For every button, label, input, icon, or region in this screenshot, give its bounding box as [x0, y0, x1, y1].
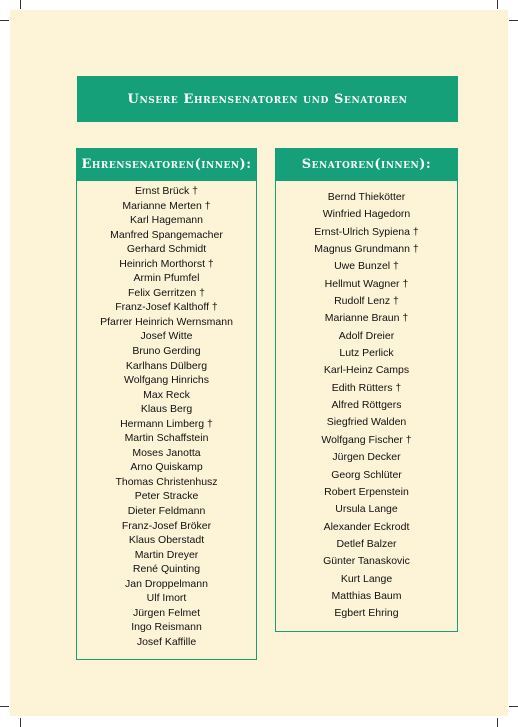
ehrensenator-name: Bruno Gerding: [132, 345, 201, 358]
crop-mark: [0, 20, 9, 21]
senator-name: Winfried Hagedorn: [322, 208, 411, 221]
senator-name: Jürgen Decker: [332, 451, 401, 464]
senator-name: Ernst-Ulrich Sypiena †: [314, 225, 419, 238]
senator-name: Kurt Lange: [340, 572, 393, 585]
ehrensenator-name: Thomas Christenhusz: [115, 475, 218, 488]
ehrensenator-name: Martin Schaffstein: [124, 432, 209, 445]
ehrensenator-name: Ernst Brück †: [134, 185, 199, 197]
page-title: Unsere Ehrensenatoren und Senatoren: [77, 76, 458, 122]
crop-mark: [20, 0, 21, 9]
senator-name: Edith Rütters †: [331, 381, 402, 394]
ehrensenator-name: Peter Stracke: [134, 490, 199, 503]
senator-name: Georg Schlüter: [331, 468, 402, 481]
senator-name: Magnus Grundmann †: [314, 243, 419, 256]
crop-mark: [509, 706, 518, 707]
document-page: [10, 10, 508, 716]
ehrensenator-name: Ingo Reismann: [131, 621, 202, 634]
ehrensenator-name: Arno Quiskamp: [130, 461, 203, 474]
ehrensenator-name: Wolfgang Hinrichs: [123, 374, 209, 387]
ehrensenator-name: Felix Gerritzen †: [127, 286, 206, 299]
ehrensenator-name: Moses Janotta: [132, 446, 201, 459]
crop-mark: [509, 20, 518, 21]
senator-name: Günter Tanaskovic: [323, 555, 410, 568]
crop-mark: [0, 706, 9, 707]
senator-name: Matthias Baum: [331, 589, 402, 602]
senator-name: Robert Erpenstein: [324, 485, 409, 498]
ehrensenator-name: Gerhard Schmidt: [126, 243, 207, 256]
senator-name: Alexander Eckrodt: [323, 520, 410, 533]
ehrensenator-name: Max Reck: [143, 388, 190, 401]
senator-name: Egbert Ehring: [334, 607, 399, 620]
ehrensenator-name: Armin Pfumfel: [133, 272, 200, 285]
senator-name: Bernd Thiekötter: [327, 191, 406, 203]
ehrensenator-name: Marianne Merten †: [122, 199, 211, 212]
ehrensenator-name: Jürgen Felmet: [132, 606, 201, 619]
crop-mark: [497, 718, 498, 727]
senator-name: Alfred Röttgers: [331, 399, 402, 412]
ehrensenator-name: Hermann Limberg †: [120, 417, 213, 430]
senator-name: Rudolf Lenz †: [334, 295, 399, 308]
ehrensenator-name: Josef Witte: [140, 330, 193, 343]
senatoren-heading: Senatoren(innen):: [275, 148, 458, 180]
senator-name: Marianne Braun †: [324, 312, 409, 325]
ehrensenator-name: Franz-Josef Kalthoff †: [115, 301, 218, 314]
ehrensenator-name: Ulf Imort: [146, 592, 187, 605]
ehrensenator-name: Jan Droppelmann: [125, 577, 208, 590]
ehrensenator-name: Pfarrer Heinrich Wernsmann: [100, 315, 233, 328]
ehrensenator-name: Manfred Spangemacher: [110, 228, 223, 241]
ehrensenator-name: Klaus Oberstadt: [128, 534, 205, 547]
ehrensenator-name: Franz-Josef Bröker: [121, 519, 212, 532]
ehrensenator-name: René Quinting: [132, 563, 201, 576]
senator-name: Detlef Balzer: [336, 537, 397, 550]
ehrensenator-name: Heinrich Morthorst †: [119, 257, 214, 270]
ehrensenatoren-list: [76, 180, 257, 660]
crop-mark: [20, 718, 21, 727]
senator-name: Ursula Lange: [335, 503, 398, 516]
senator-name: Lutz Perlick: [339, 347, 394, 360]
senator-name: Karl-Heinz Camps: [323, 364, 410, 377]
senator-name: Adolf Dreier: [338, 329, 395, 342]
ehrensenator-name: Dieter Feldmann: [127, 505, 206, 518]
ehrensenator-name: Klaus Berg: [140, 403, 193, 416]
senator-name: Wolfgang Fischer †: [321, 433, 412, 446]
crop-mark: [497, 0, 498, 9]
ehrensenator-name: Martin Dreyer: [134, 548, 199, 561]
senator-name: Siegfried Walden: [326, 416, 407, 429]
senator-name: Hellmut Wagner †: [324, 277, 409, 290]
senator-name: Uwe Bunzel †: [334, 260, 399, 273]
ehrensenator-name: Karl Hagemann: [130, 214, 203, 227]
senatoren-list: [275, 180, 458, 632]
ehrensenator-name: Karlhans Dülberg: [125, 359, 208, 372]
ehrensenatoren-heading: Ehrensenatoren(innen):: [76, 148, 257, 180]
ehrensenator-name: Josef Kaffille: [136, 635, 197, 648]
